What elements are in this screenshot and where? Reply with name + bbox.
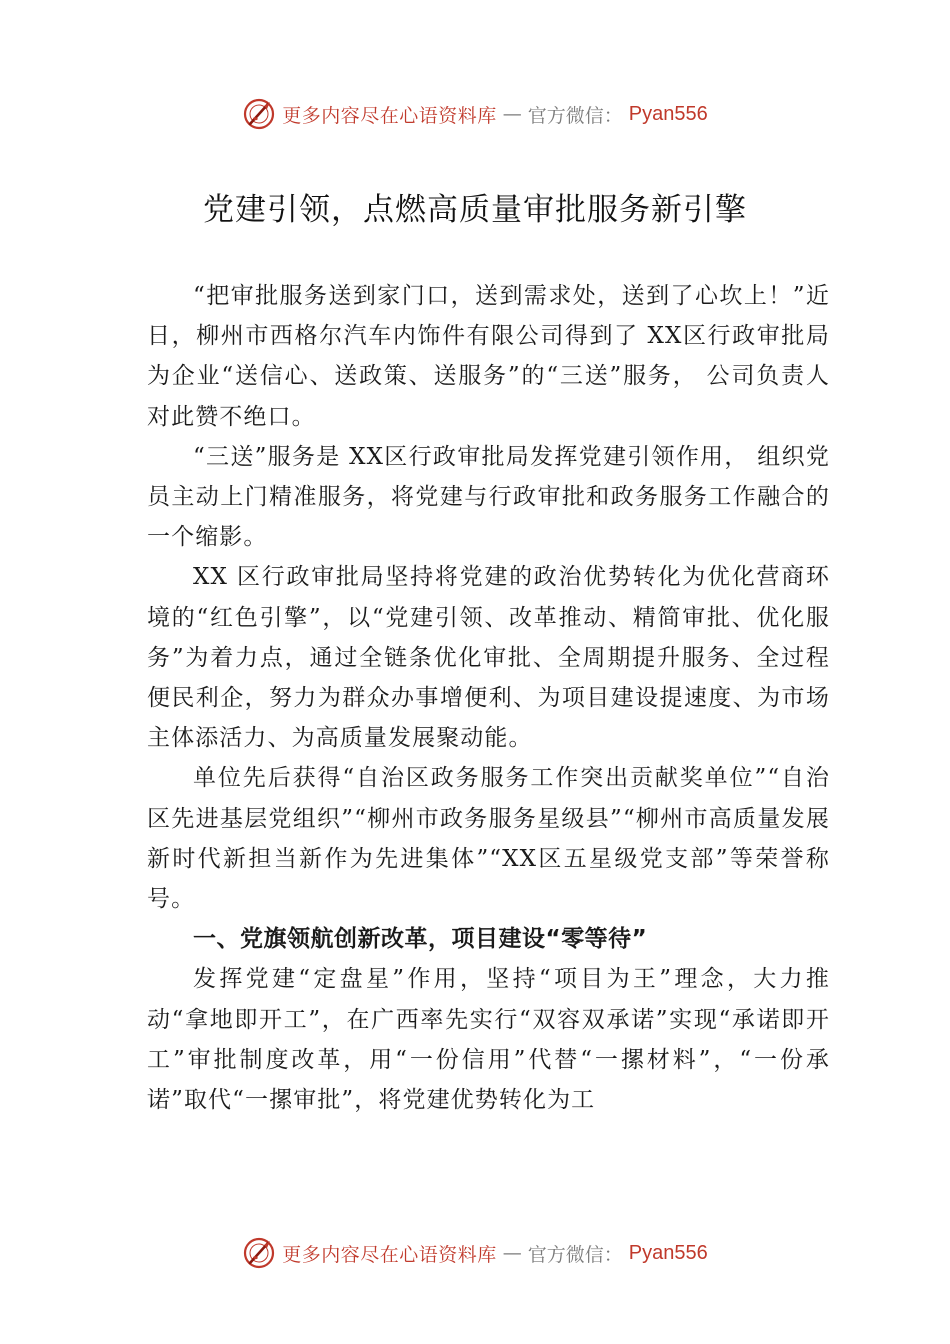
body-paragraph-2: “三送”服务是 XX区行政审批局发挥党建引领作用， 组织党员主动上门精准服务，将党建与行政审批和政务服务工作融合的一个缩影。 — [147, 443, 830, 551]
document-body — [147, 276, 830, 1120]
header-dash: — — [502, 103, 522, 125]
body-paragraph-1: “把审批服务送到家门口，送到需求处，送到了心坎上！”近日，柳州市西格尔汽车内饰件有限公司得到了 XX区行政审批局为企业“送信心、送政策、送服务”的“三送”服务， 公司负责人对此赞不绝口。 — [147, 283, 830, 430]
document-title: 党建引领，点燃高质量审批服务新引擎 — [203, 192, 747, 228]
footer-banner — [0, 1233, 950, 1273]
quill-seal-logo-icon — [242, 97, 276, 131]
body-paragraph-3: XX 区行政审批局坚持将党建的政治优势转化为优化营商环境的“红色引擎”，以“党建引领、改革推动、精简审批、优化服务”为着力点，通过全链条优化审批、全周期提升服务、全过程便民利企，努力为群众办事增便利、为项目建设提速度、为市场主体添活力、为高质量发展聚动能。 — [147, 564, 830, 752]
header-brand-text: 更多内容尽在心语资料库 — [282, 104, 497, 127]
header-wechat-account: Pyan556 — [628, 102, 708, 125]
footer-brand-text: 更多内容尽在心语资料库 — [282, 1243, 497, 1266]
footer-wechat-account: Pyan556 — [628, 1241, 708, 1264]
section-heading-1: 一、党旗领航创新改革，项目建设“零等待” — [193, 926, 648, 953]
footer-dash: — — [502, 1242, 522, 1264]
quill-seal-logo-icon — [242, 1236, 276, 1270]
section-1-paragraph: 发挥党建“定盘星”作用，坚持“项目为王”理念，大力推动“拿地即开工”，在广西率先实行“双容双承诺”实现“承诺即开工”审批制度改革，用“一份信用”代替“一摞材料”，“一份承诺”取代“一摞审批”，将党建优势转化为工 — [147, 966, 830, 1114]
header-banner — [0, 94, 950, 134]
header-wechat-label: 官方微信： — [527, 104, 623, 127]
body-paragraph-4: 单位先后获得“自治区政务服务工作突出贡献奖单位”“自治区先进基层党组织”“柳州市政务服务星级县”“柳州市高质量发展新时代新担当新作为先进集体”“XX区五星级党支部”等荣誉称号。 — [147, 765, 830, 913]
footer-wechat-label: 官方微信： — [527, 1243, 623, 1266]
